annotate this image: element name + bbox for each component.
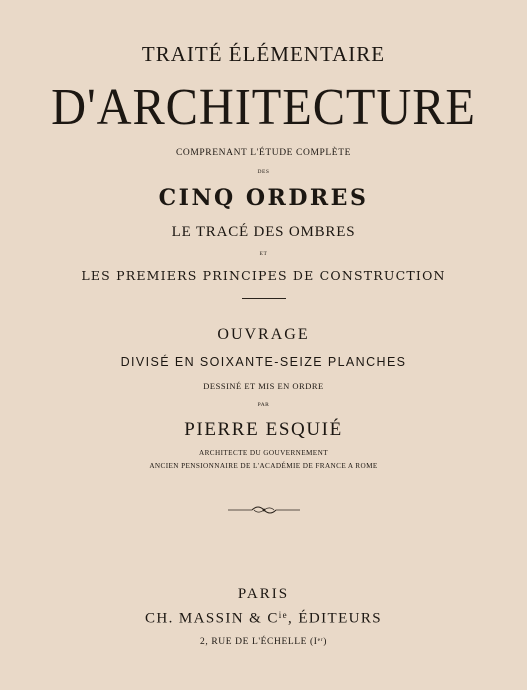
address-text: 2, RUE DE L'ÉCHELLE (I xyxy=(200,637,318,647)
address-sup: er xyxy=(317,637,324,644)
line-comprenant: COMPRENANT L'ÉTUDE COMPLÈTE xyxy=(175,148,351,158)
line-cinq-ordres: CINQ ORDRES xyxy=(158,185,369,211)
line-traite: TRAITÉ ÉLÉMENTAIRE xyxy=(141,42,386,66)
publisher-suffix: , ÉDITEURS xyxy=(288,610,383,627)
imprint-publisher xyxy=(0,610,527,628)
line-ouvrage: OUVRAGE xyxy=(217,326,310,343)
author-title-1: ARCHITECTE DU GOUVERNEMENT xyxy=(199,449,328,457)
author-name: PIERRE ESQUIÉ xyxy=(184,419,343,440)
address-suffix: ) xyxy=(323,637,327,647)
divider-rule xyxy=(242,298,286,299)
line-trace-des-ombres: LE TRACÉ DES OMBRES xyxy=(171,224,356,240)
publisher-sup: ie xyxy=(278,610,289,620)
line-des: DES xyxy=(257,169,270,175)
line-premiers-principes: LES PREMIERS PRINCIPES DE CONSTRUCTION xyxy=(81,268,446,283)
line-et: ET xyxy=(259,251,268,257)
line-divise: DIVISÉ EN SOIXANTE-SEIZE PLANCHES xyxy=(120,355,407,369)
main-title: D'ARCHITECTURE xyxy=(51,79,476,136)
publisher-name: CH. MASSIN & C xyxy=(144,610,279,627)
imprint-city: PARIS xyxy=(237,586,290,602)
line-dessine: DESSINÉ ET MIS EN ORDRE xyxy=(203,381,324,391)
line-par: PAR xyxy=(257,402,270,408)
fleuron-ornament-icon xyxy=(226,503,302,517)
imprint-address xyxy=(0,637,527,647)
author-title-2: ANCIEN PENSIONNAIRE DE L'ACADÉMIE DE FRANCE A ROME xyxy=(149,462,378,470)
